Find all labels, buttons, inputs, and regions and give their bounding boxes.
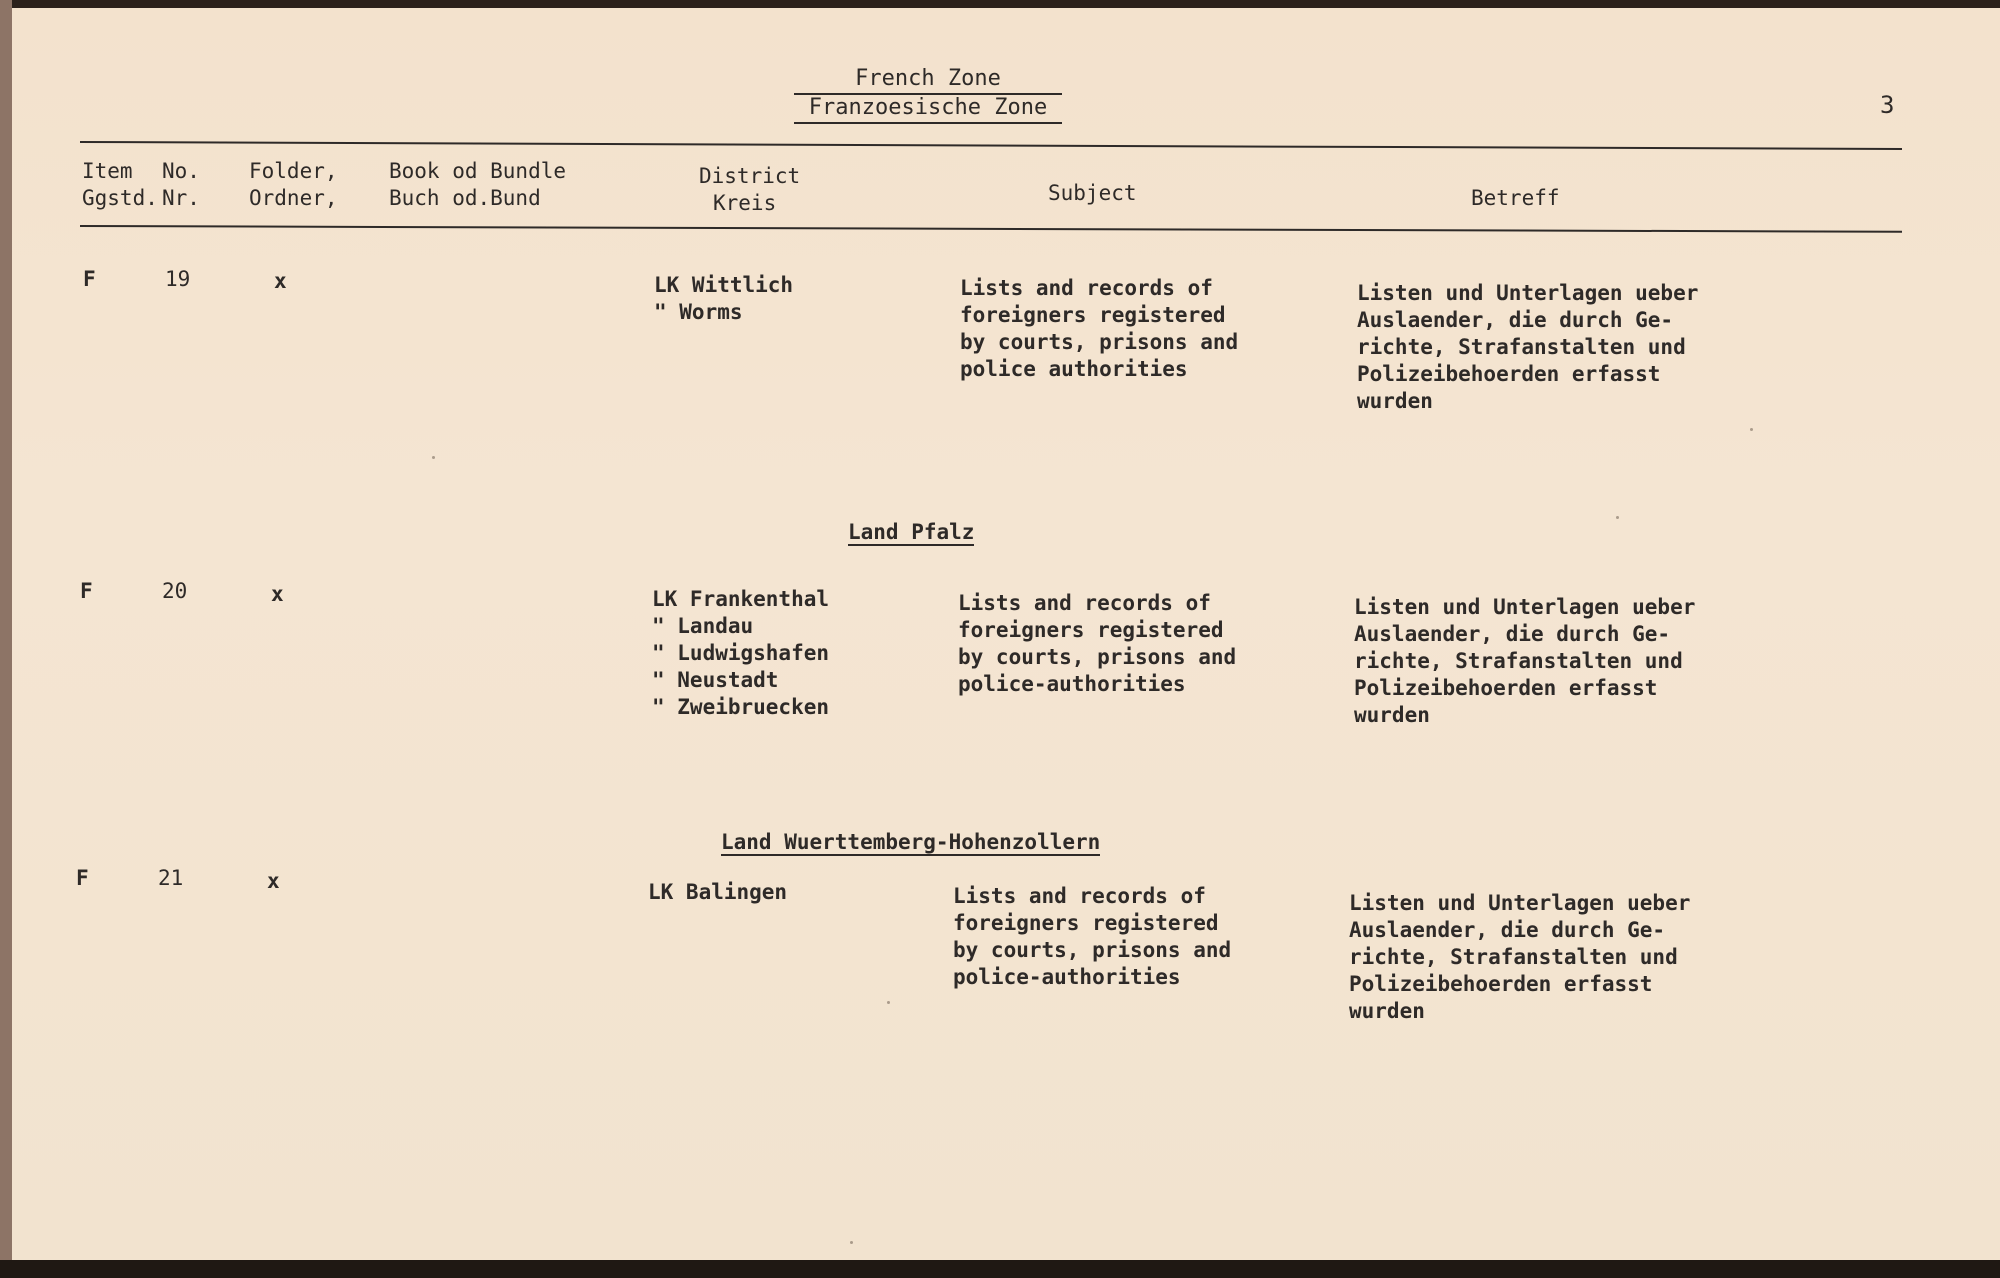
subject-line: police-authorities [953,965,1181,989]
subject-line: Lists and records of [960,276,1213,300]
betreff-line: wurden [1349,999,1425,1023]
row-item: F [83,267,96,291]
district-label-de: Kreis [713,191,777,215]
row-districts [648,879,787,906]
row-number: 20 [162,579,188,603]
paper-speck [887,1001,890,1004]
betreff-line: Listen und Unterlagen ueber [1354,595,1696,619]
row-item: F [76,866,89,890]
betreff-line: Auslaender, die durch Ge- [1349,918,1666,942]
paper-speck [432,456,435,459]
column-header-no [162,158,200,212]
document-page [12,8,2000,1260]
header-bottom-rule [80,225,1902,233]
district-label-en: District [699,164,801,188]
betreff-line: Polizeibehoerden erfasst [1349,972,1653,996]
betreff-line: richte, Strafanstalten und [1357,335,1686,359]
district-line: " Worms [654,300,743,324]
row-number: 21 [158,866,184,890]
subject-line: foreigners registered [953,911,1219,935]
column-header-item [82,158,158,212]
column-header-subject: Subject [1048,181,1137,205]
betreff-line: Auslaender, die durch Ge- [1357,308,1674,332]
book-label-en: Book od Bundle [389,159,567,183]
section-heading-land-wuerttemberg-hohenzollern: Land Wuerttemberg-Hohenzollern [721,830,1101,854]
row-item: F [80,579,93,603]
item-label-de: Ggstd. [82,186,158,210]
betreff-line: richte, Strafanstalten und [1349,945,1678,969]
row-districts [652,586,829,721]
subject-line: by courts, prisons and [953,938,1232,962]
row-folder-mark: x [274,269,287,293]
row-folder-mark: x [267,869,280,893]
title-line-english: French Zone [794,66,1062,95]
betreff-line: wurden [1354,703,1430,727]
row-districts [654,272,793,326]
row-betreff [1357,280,1698,415]
column-header-betreff: Betreff [1471,186,1560,210]
subject-line: Lists and records of [958,591,1211,615]
betreff-line: Polizeibehoerden erfasst [1354,676,1658,700]
folder-label-de: Ordner, [249,186,338,210]
district-line: " Landau [652,614,754,638]
subject-line: Lists and records of [953,884,1206,908]
row-betreff [1349,890,1690,1025]
betreff-line: richte, Strafanstalten und [1354,649,1683,673]
paper-speck [850,1241,853,1244]
subject-line: foreigners registered [960,303,1226,327]
betreff-line: Listen und Unterlagen ueber [1357,281,1699,305]
section-heading-land-pfalz: Land Pfalz [848,520,975,544]
page-number: 3 [1880,91,1895,119]
betreff-line: Listen und Unterlagen ueber [1349,891,1691,915]
paper-speck [1616,516,1619,519]
subject-line: by courts, prisons and [960,330,1239,354]
subject-line: police-authorities [958,672,1186,696]
district-line: " Ludwigshafen [652,641,830,665]
no-label-en: No. [162,159,200,183]
header-top-rule [80,141,1902,150]
subject-line: foreigners registered [958,618,1224,642]
column-header-folder [249,158,338,212]
betreff-line: wurden [1357,389,1433,413]
row-folder-mark: x [271,582,284,606]
subject-line: by courts, prisons and [958,645,1237,669]
row-subject [960,275,1238,383]
page-edge-left [0,0,12,1278]
row-subject [953,883,1231,991]
column-header-book [389,158,566,212]
page-edge-bottom [0,1260,2000,1278]
district-line: LK Balingen [648,880,788,904]
page-title [794,66,1062,124]
betreff-line: Auslaender, die durch Ge- [1354,622,1671,646]
district-line: LK Wittlich [654,273,794,297]
item-label-en: Item [82,159,133,183]
no-label-de: Nr. [162,186,200,210]
book-label-de: Buch od.Bund [389,186,541,210]
title-line-german: Franzoesische Zone [794,95,1062,124]
subject-line: police authorities [960,357,1188,381]
row-betreff [1354,594,1695,729]
row-number: 19 [165,267,191,291]
betreff-line: Polizeibehoerden erfasst [1357,362,1661,386]
district-line: " Neustadt [652,668,779,692]
district-line: LK Frankenthal [652,587,830,611]
folder-label-en: Folder, [249,159,338,183]
paper-speck [1750,428,1753,431]
column-header-district [699,163,800,217]
row-subject [958,590,1236,698]
district-line: " Zweibruecken [652,695,830,719]
